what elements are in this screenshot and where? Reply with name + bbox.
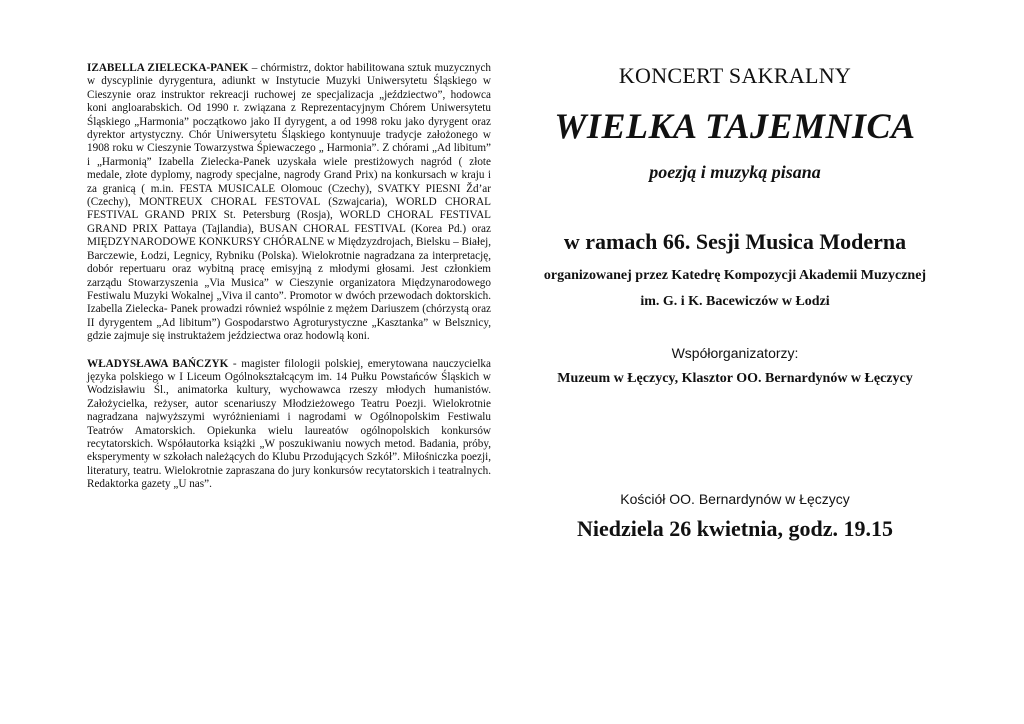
coorganizers-label: Współorganizatorzy:: [671, 345, 799, 361]
bio-banczyk: [87, 358, 491, 492]
organizer-line-2: im. G. i K. Bacewiczów w Łodzi: [640, 294, 830, 309]
biographies-column: [87, 62, 491, 506]
bio-name: WŁADYSŁAWA BAŃCZYK: [87, 357, 229, 370]
subtitle: poezją i muzyką pisana: [649, 162, 821, 182]
session-line: w ramach 66. Sesji Musica Moderna: [563, 229, 907, 254]
coorganizers-names: Muzeum w Łęczycy, Klasztor OO. Bernardynów w Łęczycy: [557, 371, 913, 386]
concert-poster-column: [520, 58, 950, 542]
bio-text: - magister filologii polskiej, emerytowana nauczycielka języka polskiego w I Liceum Ogólnokształcącym im. 14 Pułku Powstańców Śląskich w Wodzisławiu Śl., animatorka kultury, wychowawca rzeszy młodych humanistów. Założycielka, reżyser, autor scenariuszy Młodzieżowego Teatru Poezji. Wielokrotnie nagradzana najwyższymi wyróżnieniami i nagrodami w Ogólnopolskim Festiwalu Teatrów Amatorskich. Opiekunka wielu laureatów ogólnopolskich konkursów recytatorskich. Współautorka książki „W poszukiwaniu nowych metod. Badania, próby, eksperymenty w szkołach należących do Klubu Przodujących Szkół”. Miłośniczka poezji, literatury, teatru. Wielokrotnie zapraszana do jury konkursów recytatorskich i teatralnych. Redaktorka gazety „U nas”.: [87, 357, 491, 491]
concert-date: Niedziela 26 kwietnia, godz. 19.15: [577, 516, 893, 541]
bio-text: – chórmistrz, doktor habilitowana sztuk muzycznych w dyscyplinie dyrygentura, adiunkt w Instytucie Muzyki Uniwersytetu Śląskiego w Cieszynie oraz instruktor rekreacji ruchowej ze specjalizacja „jeździectwo”, hodowca koni angloarabskich. Od 1990 r. związana z Reprezentacyjnym Chórem Uniwersytetu Śląskiego „Harmonia” początkowo jako II dyrygent, a od 1998 roku jako dyrygent oraz dyrektor artystyczny. Chór Uniwersytetu Śląskiego kontynuuje tradycje założonego w 1908 roku w Cieszynie Towarzystwa Śpiewaczego „ Harmonia”. Z chórami „Ad libitum” i „Harmonią” Izabella Zielecka-Panek uzyskała wiele prestiżowych nagród ( złote medale, złote dyplomy, nagrody specjalne, nagrody Grand Prix) na konkursach w kraju i za granicą ( m.in. FESTA MUSICALE Olomouc (Czechy), SVATKY PIESNI Žd’ar (Czechy), MONTREUX CHORAL FESTOVAL (Szwajcaria), WORLD CHORAL FESTIVAL GRAND PRIX St. Petersburg (Rosja), WORLD CHORAL FESTIVAL GRAND PRIX Pattaya (Tajlandia), BUSAN CHORAL FESTIVAL (Korea Pd.) oraz MIĘDZYNARODOWE KONKURSY CHÓRALNE w Międzyzdrojach, Bielsku – Białej, Barczewie, Łodzi, Legnicy, Rybniku (Polska). Wielokrotnie nagradzana za interpretację, dobór repertuaru oraz wybitną pracę emisyjną z młodymi głosami. Jest członkiem zarządu Stowarzyszenia „Via Musica” w Cieszynie organizatora Międzynarodowego Festiwalu Muzyki Wokalnej „Viva il canto”. Promotor w dwóch przewodach doktorskich. Izabella Zielecka- Panek prowadzi również wspólnie z mężem Dariuszem (chórzystą oraz II dyrygentem „Ad libitum”) Gospodarstwo Agroturystyczne „Kasztanka” w Belsznicy, gdzie zajmuje się instruktażem jeździectwa oraz hodowlą koni.: [87, 62, 492, 343]
main-title: WIELKA TAJEMNICA: [554, 106, 916, 146]
venue: Kościół OO. Bernardynów w Łęczycy: [620, 491, 850, 507]
bio-name: IZABELLA ZIELECKA-PANEK: [87, 62, 249, 74]
concert-title: KONCERT SAKRALNY: [618, 63, 852, 88]
bio-zielecka-panek: [87, 62, 491, 344]
organizer-line-1: organizowanej przez Katedrę Kompozycji Akademii Muzycznej: [543, 268, 927, 283]
